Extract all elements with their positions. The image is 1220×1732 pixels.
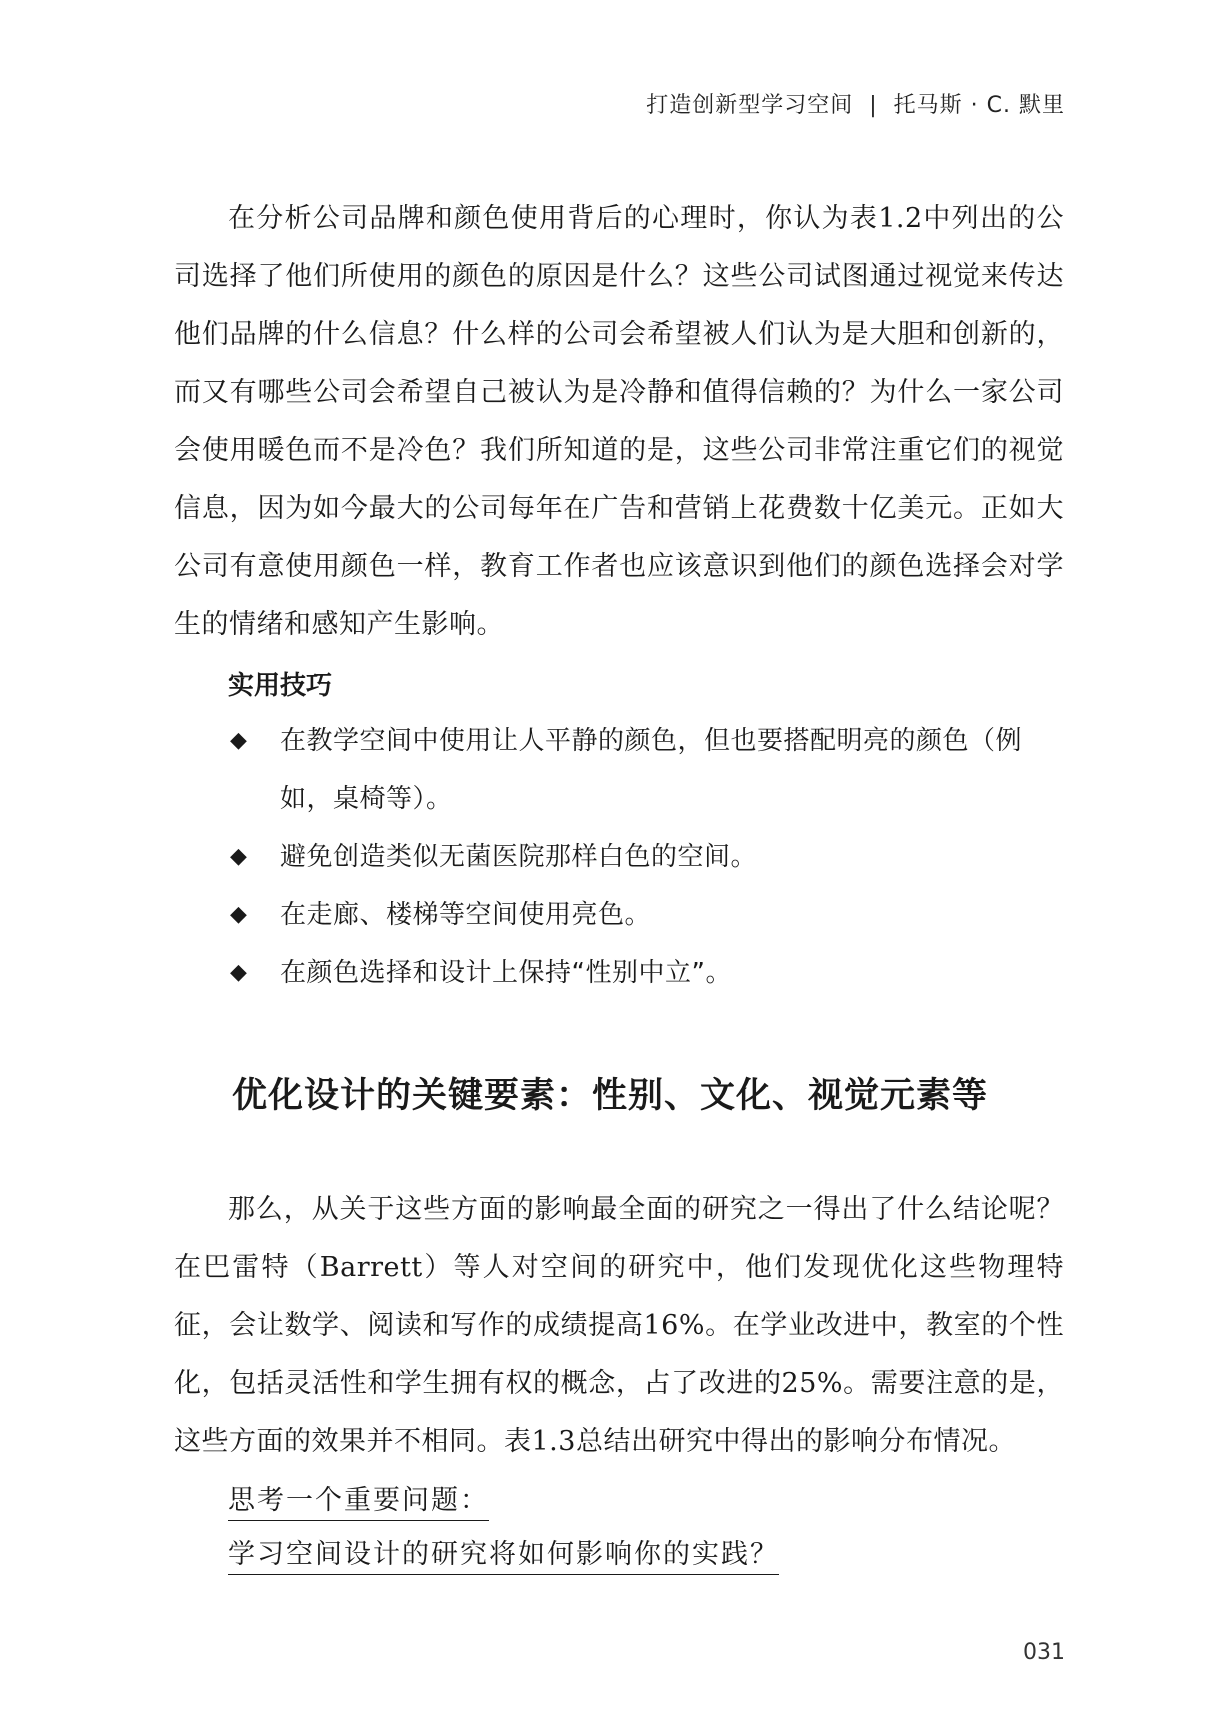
tip-item bbox=[228, 944, 1064, 1002]
body-paragraph-1: 在分析公司品牌和颜色使用背后的心理时，你认为表1.2中列出的公司选择了他们所使用的颜色的原因是什么？这些公司试图通过视觉来传达他们品牌的什么信息？什么样的公司会希望被人们认为是大胆和创新的，而又有哪些公司会希望自己被认为是冷静和值得信赖的？为什么一家公司会使用暖色而不是冷色？我们所知道的是，这些公司非常注重它们的视觉信息，因为如今最大的公司每年在广告和营销上花费数十亿美元。正如大公司有意使用颜色一样，教育工作者也应该意识到他们的颜色选择会对学生的情绪和感知产生影响。 bbox=[174, 203, 1064, 640]
reflection-question: 学习空间设计的研究将如何影响你的实践？ bbox=[228, 1532, 779, 1575]
tips-list bbox=[228, 712, 1064, 1002]
book-title: 打造创新型学习空间 bbox=[646, 93, 854, 118]
tip-item bbox=[228, 886, 1064, 944]
author-name: 托马斯 · C. 默里 bbox=[893, 93, 1065, 118]
tip-text: 在走廊、楼梯等空间使用亮色。 bbox=[280, 900, 652, 930]
diamond-bullet-icon: ◆ bbox=[230, 844, 248, 869]
tip-text: 在颜色选择和设计上保持“性别中立”。 bbox=[280, 958, 732, 988]
reflection-prompt: 思考一个重要问题： bbox=[228, 1478, 489, 1521]
tip-item bbox=[228, 828, 1064, 886]
tip-text: 避免创造类似无菌医院那样白色的空间。 bbox=[280, 842, 758, 872]
diamond-bullet-icon: ◆ bbox=[230, 728, 248, 753]
tips-heading: 实用技巧 bbox=[228, 671, 333, 701]
section-title: 优化设计的关键要素：性别、文化、视觉元素等 bbox=[231, 1076, 988, 1116]
page-number: 031 bbox=[1023, 1640, 1065, 1665]
body-paragraph-2: 那么，从关于这些方面的影响最全面的研究之一得出了什么结论呢？在巴雷特（Barrett）等人对空间的研究中，他们发现优化这些物理特征，会让数学、阅读和写作的成绩提高16%。在学业改进中，教室的个性化，包括灵活性和学生拥有权的概念，占了改进的25%。需要注意的是，这些方面的效果并不相同。表1.3总结出研究中得出的影响分布情况。 bbox=[174, 1194, 1064, 1457]
tip-item bbox=[228, 712, 1064, 828]
running-header bbox=[646, 88, 1065, 119]
diamond-bullet-icon: ◆ bbox=[230, 960, 248, 985]
diamond-bullet-icon: ◆ bbox=[230, 902, 248, 927]
tip-text: 在教学空间中使用让人平静的颜色，但也要搭配明亮的颜色（例如，桌椅等）。 bbox=[280, 726, 1023, 814]
header-separator: | bbox=[869, 93, 878, 118]
